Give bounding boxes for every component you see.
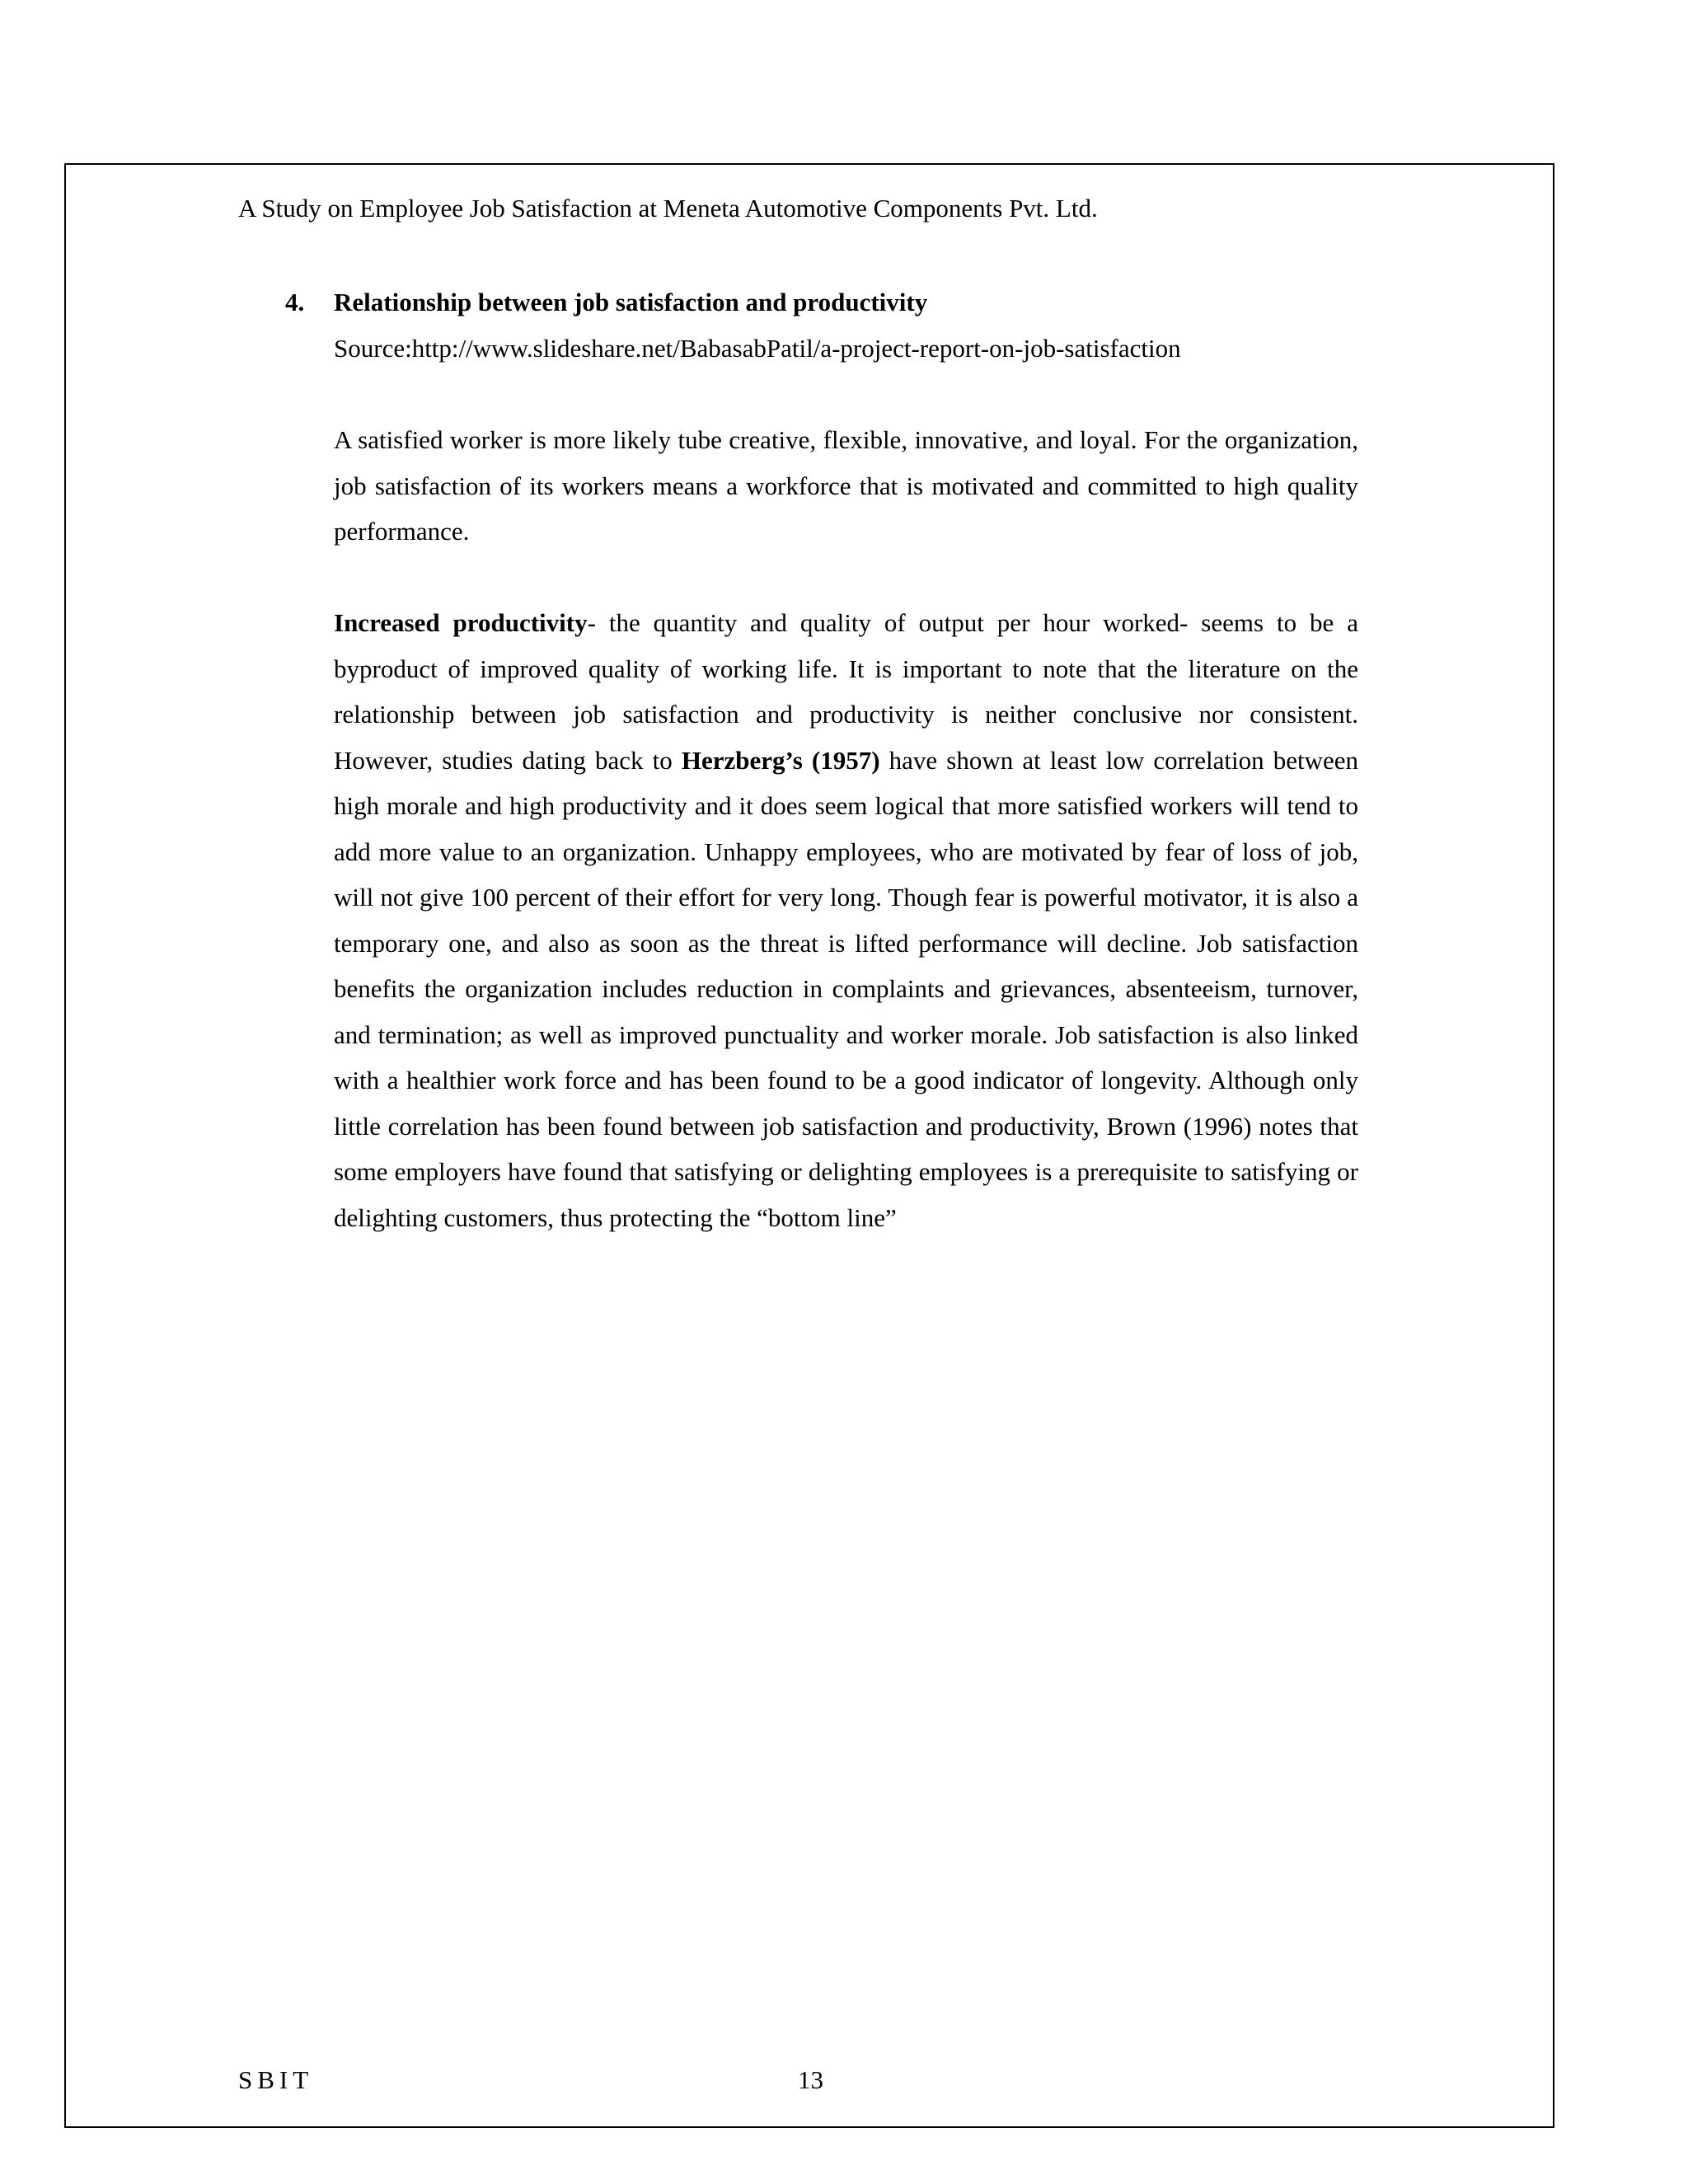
paragraph-satisfied-worker: A satisfied worker is more likely tube creative, flexible, innovative, and loyal. For the organization, job satisfaction of its workers means a workforce that is motivated and committed to high quality performance. [334, 425, 1358, 546]
paragraph-text-b: have shown at least low correlation between high morale and high productivity and it does seem logical that more satisfied workers will tend to add more value to an organization. Unhappy employees, who are motivated by fear of loss of job, will not give 100 percent of their effort for very long. Though fear is powerful motivator, it is also a temporary one, and also as soon as the threat is lifted performance will decline. Job satisfaction benefits the organization includes reduction in complaints and grievances, absenteeism, turnover, and termination; as well as improved punctuality and worker morale. Job satisfaction is also linked with a healthier work force and has been found to be a good indicator of longevity. Although only little correlation has been found between job satisfaction and productivity, Brown (1996) notes that some employers have found that satisfying or delighting employees is a prerequisite to satisfying or delighting customers, thus protecting the “bottom line” [334, 745, 1358, 1232]
footer-institution: SBIT [238, 2065, 314, 2094]
running-header: A Study on Employee Job Satisfaction at Meneta Automotive Components Pvt. Ltd. [238, 194, 1098, 223]
section-title: Relationship between job satisfaction and productivity [334, 288, 928, 316]
paragraph-text-a: - the quantity and quality of output per hour worked- seems to be a byproduct of improved quality of working life. It is important to note that the literature on the relationship between job satisfaction and productivity is neither conclusive nor consistent. However, studies dating back to [334, 608, 1358, 775]
paragraph-increased-productivity [334, 600, 1358, 1240]
page-number: 13 [798, 2065, 823, 2094]
source-link[interactable]: Source:http://www.slideshare.net/BabasabPatil/a-project-report-on-job-satisfaction [334, 334, 1181, 363]
herzberg-citation: Herzberg’s (1957) [681, 745, 880, 775]
section-number: 4. [285, 288, 305, 316]
increased-productivity-term: Increased productivity [334, 608, 588, 637]
